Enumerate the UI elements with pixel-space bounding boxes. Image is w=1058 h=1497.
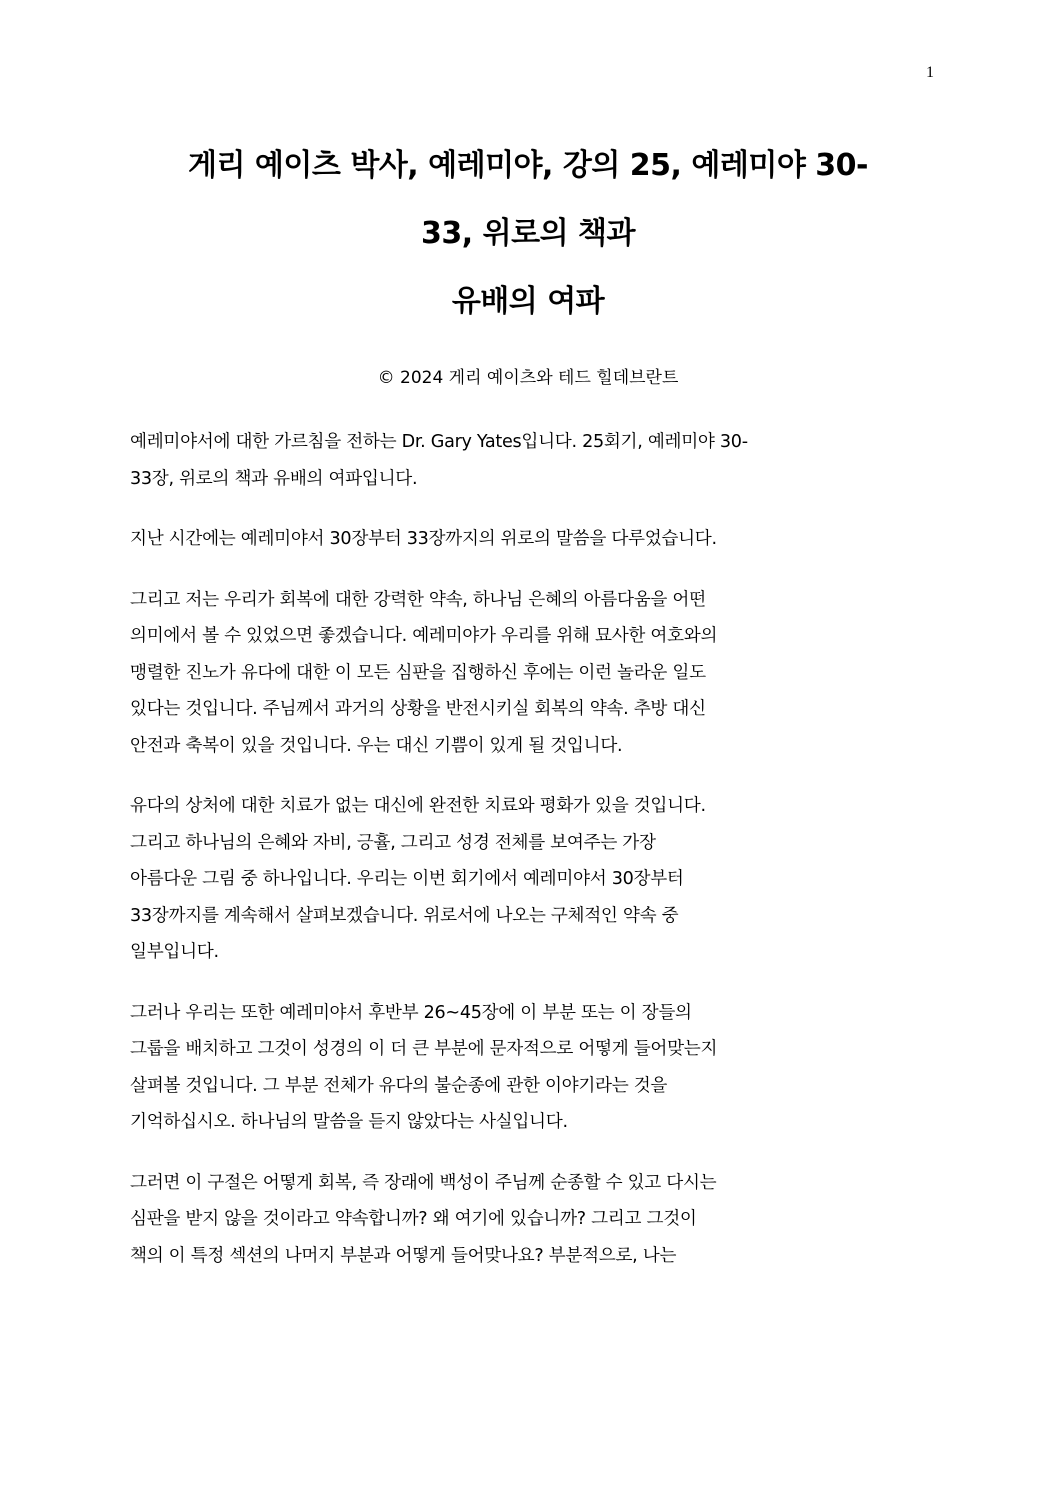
- paragraph-line: 33장, 위로의 책과 유배의 여파입니다.: [130, 468, 418, 489]
- title-line: 33, 위로의 책과: [421, 216, 635, 251]
- paragraph-line: 그러나 우리는 또한 예레미야서 후반부 26~45장에 이 부분 또는 이 장들의: [130, 1002, 692, 1023]
- paragraph-line: 33장까지를 계속해서 살펴보겠습니다. 위로서에 나오는 구체적인 약속 중: [130, 905, 679, 926]
- paragraph: [130, 582, 930, 765]
- paragraph-line: 아름다운 그림 중 하나입니다. 우리는 이번 회기에서 예레미야서 30장부터: [130, 869, 684, 889]
- paragraph-line: 그리고 하나님의 은혜와 자비, 긍휼, 그리고 성경 전체를 보여주는 가장: [130, 832, 656, 853]
- paragraph: [130, 521, 930, 558]
- paragraph: [130, 424, 930, 497]
- paragraph-line: 그러면 이 구절은 어떻게 회복, 즉 장래에 백성이 주님께 순종할 수 있고 다시는: [130, 1172, 717, 1193]
- paragraph: [130, 788, 930, 971]
- document-title: [128, 132, 928, 336]
- paragraph-line: 심판을 받지 않을 것이라고 약속합니까? 왜 여기에 있습니까? 그리고 그것이: [130, 1209, 697, 1229]
- page-number: 1: [926, 64, 934, 81]
- paragraph-line: 의미에서 볼 수 있었으면 좋겠습니다. 예레미야가 우리를 위해 묘사한 여호와의: [130, 626, 718, 646]
- paragraph-line: 유다의 상처에 대한 치료가 없는 대신에 완전한 치료와 평화가 있을 것입니다.: [130, 796, 706, 816]
- paragraph: [130, 995, 930, 1141]
- paragraph-line: 책의 이 특정 섹션의 나머지 부분과 어떻게 들어맞나요? 부분적으로, 나는: [130, 1245, 677, 1266]
- title-line: 유배의 여파: [451, 284, 605, 319]
- paragraph-line: 안전과 축복이 있을 것입니다. 우는 대신 기쁨이 있게 될 것입니다.: [130, 735, 623, 756]
- title-line: 게리 예이츠 박사, 예레미야, 강의 25, 예레미야 30-: [188, 148, 868, 183]
- copyright-notice: © 2024 게리 예이츠와 테드 힐데브란트: [377, 368, 679, 388]
- paragraph-line: 기억하십시오. 하나님의 말씀을 듣지 않았다는 사실입니다.: [130, 1112, 568, 1132]
- document-body: [130, 424, 930, 1298]
- paragraph: [130, 1165, 930, 1275]
- paragraph-line: 있다는 것입니다. 주님께서 과거의 상황을 반전시키실 회복의 약속. 추방 대신: [130, 699, 706, 719]
- paragraph-line: 그리고 저는 우리가 회복에 대한 강력한 약속, 하나님 은혜의 아름다움을 어떤: [130, 589, 706, 610]
- paragraph-line: 예레미야서에 대한 가르침을 전하는 Dr. Gary Yates입니다. 25회기, 예레미야 30-: [130, 432, 748, 452]
- paragraph-line: 그룹을 배치하고 그것이 성경의 이 더 큰 부분에 문자적으로 어떻게 들어맞는지: [130, 1039, 718, 1059]
- paragraph-line: 일부입니다.: [130, 942, 219, 962]
- paragraph-line: 맹렬한 진노가 유다에 대한 이 모든 심판을 집행하신 후에는 이런 놀라운 일도: [130, 662, 706, 683]
- paragraph-line: 살펴볼 것입니다. 그 부분 전체가 유다의 불순종에 관한 이야기라는 것을: [130, 1075, 668, 1096]
- paragraph-line: 지난 시간에는 예레미야서 30장부터 33장까지의 위로의 말씀을 다루었습니다.: [130, 529, 717, 549]
